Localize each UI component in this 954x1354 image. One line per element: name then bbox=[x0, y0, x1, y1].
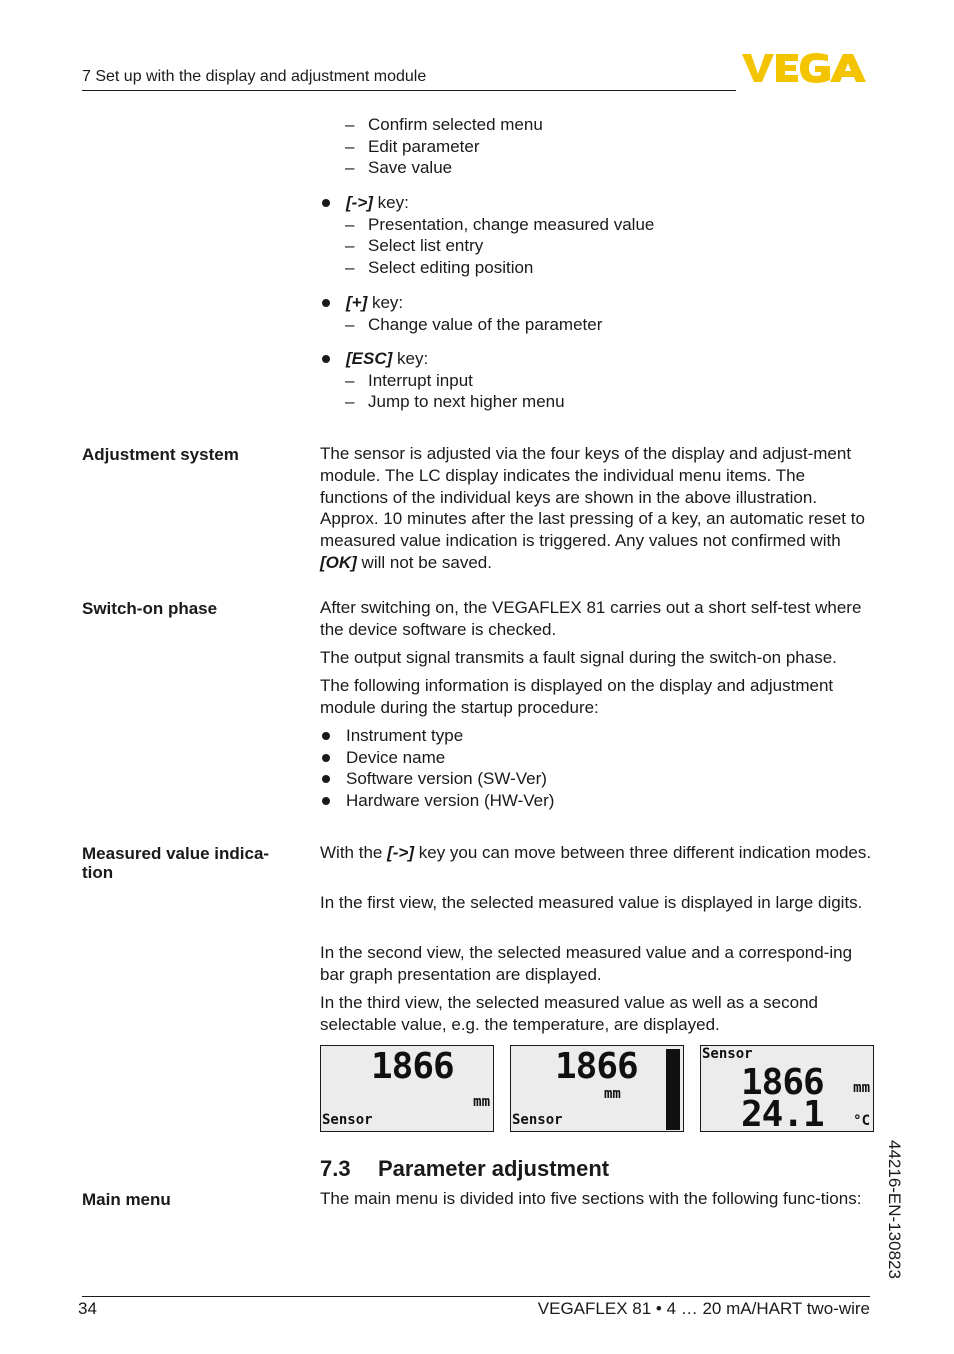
measured-value-label: Measured value indica-tion bbox=[82, 844, 270, 882]
switch-on-phase-label: Switch-on phase bbox=[82, 599, 218, 618]
list-item: – Edit parameter bbox=[320, 136, 880, 158]
document-code-text: 44216-EN-130823 bbox=[885, 1140, 904, 1279]
ok-key-actions bbox=[320, 114, 880, 179]
footer-divider bbox=[82, 1296, 870, 1297]
display-value: 1866 bbox=[555, 1046, 638, 1087]
key-plus-heading: [+] key: bbox=[320, 292, 880, 314]
display-view-3 bbox=[700, 1045, 874, 1135]
list-item: – Save value bbox=[320, 157, 880, 179]
key-plus-actions bbox=[320, 314, 880, 336]
display-view-1 bbox=[320, 1045, 494, 1132]
list-item: – Confirm selected menu bbox=[320, 114, 880, 136]
section-title: Parameter adjustment bbox=[378, 1156, 610, 1181]
display-label: Sensor bbox=[322, 1112, 373, 1128]
key-arrow-actions bbox=[320, 214, 880, 279]
display-unit: mm bbox=[473, 1094, 490, 1110]
display-label: Sensor bbox=[512, 1112, 563, 1128]
display-label: Sensor bbox=[702, 1046, 753, 1062]
main-menu-label: Main menu bbox=[82, 1190, 171, 1209]
display-unit: mm bbox=[853, 1080, 870, 1096]
measured-para-4: In the third view, the selected measured value as well as a second selectable value, e.g. the temperature, are displayed. bbox=[320, 993, 819, 1034]
header-divider bbox=[82, 90, 736, 91]
display-view-2 bbox=[510, 1045, 684, 1132]
measured-para-2: In the first view, the selected measured value is displayed in large digits. bbox=[320, 893, 863, 912]
switch-on-para-3: The following information is displayed on the display and adjustment module during the startup procedure: bbox=[320, 676, 834, 717]
switch-on-para-2: The output signal transmits a fault signal during the switch-on phase. bbox=[320, 648, 837, 667]
adjustment-system-label: Adjustment system bbox=[82, 445, 239, 464]
running-header: 7 Set up with the display and adjustment module bbox=[82, 68, 427, 85]
vega-logo bbox=[742, 52, 874, 84]
list-item: – Select editing position bbox=[320, 257, 880, 279]
display-value-2: 24.1 bbox=[741, 1094, 824, 1135]
document-code bbox=[870, 1140, 910, 1290]
startup-info-list bbox=[320, 725, 880, 812]
main-menu-text: The main menu is divided into five sections with the following func-tions: bbox=[320, 1189, 862, 1208]
key-arrow-heading: [->] key: bbox=[320, 192, 880, 214]
measured-para-3: In the second view, the selected measured value and a correspond-ing bar graph presentation are displayed. bbox=[320, 943, 853, 984]
list-item: – Change value of the parameter bbox=[320, 314, 880, 336]
list-item: Hardware version (HW-Ver) bbox=[320, 790, 880, 812]
switch-on-para-1: After switching on, the VEGAFLEX 81 carries out a short self-test where the device software is checked. bbox=[320, 598, 862, 639]
display-unit-2: °C bbox=[853, 1113, 870, 1129]
key-plus-block bbox=[320, 292, 880, 335]
list-item: – Select list entry bbox=[320, 235, 880, 257]
adjustment-system-text: The sensor is adjusted via the four keys of the display and adjust-ment module. The LC display indicates the individual menu items. The functions of the individual keys are shown in the above illustration. Approx. 10 minutes after the last pressing of a key, an automatic reset to measured value indication is triggered. Any values not confirmed with [OK] will not be saved. bbox=[320, 444, 865, 572]
section-number: 7.3 bbox=[320, 1156, 351, 1181]
measured-para-1: With the [->] key you can move between three different indication modes. bbox=[320, 843, 872, 862]
key-esc-block bbox=[320, 348, 880, 413]
page-number: 34 bbox=[78, 1299, 97, 1318]
key-esc-heading: [ESC] key: bbox=[320, 348, 880, 370]
list-item: – Presentation, change measured value bbox=[320, 214, 880, 236]
key-esc-actions bbox=[320, 370, 880, 413]
list-item: – Jump to next higher menu bbox=[320, 391, 880, 413]
key-arrow-block bbox=[320, 192, 880, 279]
display-bar-graph bbox=[666, 1049, 680, 1130]
display-unit: mm bbox=[604, 1086, 621, 1102]
display-value: 1866 bbox=[371, 1046, 454, 1087]
list-item: Software version (SW-Ver) bbox=[320, 768, 880, 790]
list-item: Device name bbox=[320, 747, 880, 769]
display-value: 1866 bbox=[741, 1062, 824, 1103]
list-item: – Interrupt input bbox=[320, 370, 880, 392]
footer-product: VEGAFLEX 81 • 4 … 20 mA/HART two-wire bbox=[537, 1299, 870, 1318]
list-item: Instrument type bbox=[320, 725, 880, 747]
